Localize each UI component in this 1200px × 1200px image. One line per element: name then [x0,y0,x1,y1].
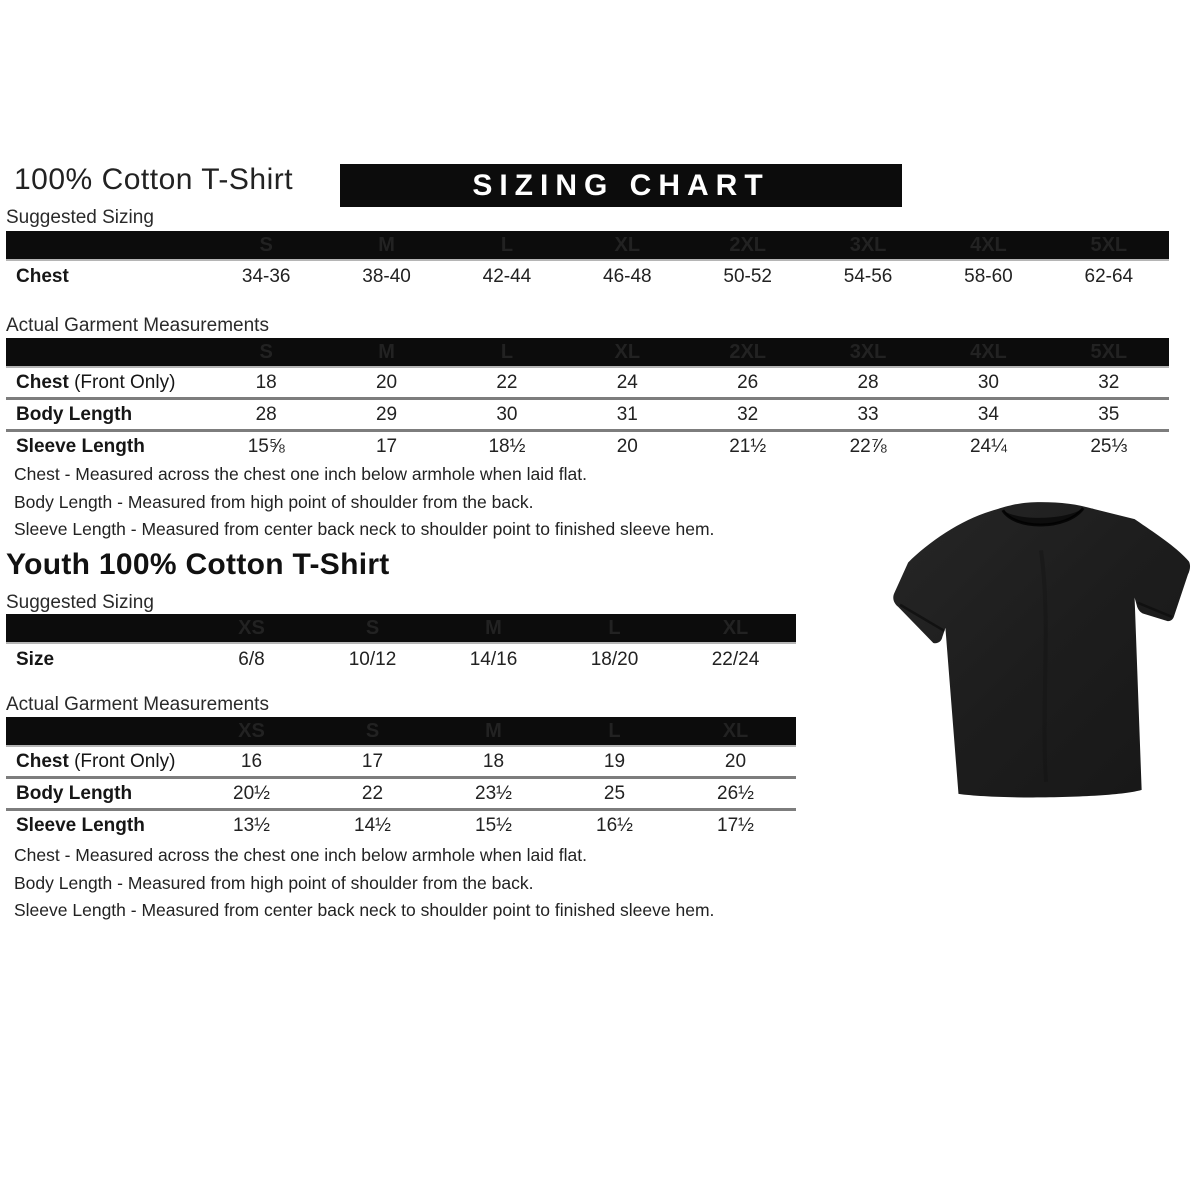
column-header: M [485,719,502,742]
youth-actual-label: Actual Garment Measurements [6,694,269,715]
value-cell: 22⅞ [849,435,887,457]
column-header: 2XL [729,340,767,363]
column-header: M [485,616,502,639]
value-cell: 20 [724,750,747,772]
value-cell: 28 [255,403,277,425]
column-header: XS [238,719,265,742]
value-cell: 25⅓ [1090,435,1128,457]
table-row [6,397,1169,429]
value-cell: 54-56 [843,266,893,287]
value-cell: 14½ [354,814,391,836]
value-cell: 19 [603,750,626,772]
youth-notes [14,842,714,925]
row-label: Chest (Front Only) [16,750,176,772]
column-header: 2XL [729,233,767,256]
column-header: S [365,616,380,639]
column-header: XL [614,233,641,256]
table-header-row [6,338,1169,368]
note-chest: Chest - Measured across the chest one inch below armhole when laid flat. [14,845,587,865]
value-cell: 16 [240,750,263,772]
column-header: 4XL [970,340,1007,363]
youth-title: Youth 100% Cotton T-Shirt [6,548,390,581]
table-row [6,644,796,676]
note-chest: Chest - Measured across the chest one inch below armhole when laid flat. [14,464,587,484]
column-header: XL [722,719,749,742]
value-cell: 46-48 [603,266,652,287]
value-cell: 17 [361,750,384,772]
value-cell: 17½ [717,814,754,836]
value-cell: 30 [977,371,999,393]
value-cell: 34-36 [241,266,291,287]
value-cell: 32 [737,403,759,425]
row-label: Sleeve Length [16,814,145,836]
column-header: L [608,616,621,639]
column-header: 5XL [1090,233,1128,256]
adult-suggested-table [6,231,1169,293]
column-header: 3XL [849,340,887,363]
table-row [6,776,796,808]
column-header: 4XL [970,233,1007,256]
column-header: S [259,233,273,256]
value-cell: 23½ [475,782,512,804]
column-header: XL [614,340,641,363]
column-header: L [500,340,514,363]
value-cell: 26½ [717,782,754,804]
note-sleeve-length: Sleeve Length - Measured from center back neck to shoulder point to finished sleeve hem. [14,900,715,920]
table-row [6,808,796,840]
column-header: M [378,233,395,256]
value-cell: 42-44 [482,266,532,287]
youth-suggested-table [6,614,796,676]
adult-notes [14,461,714,544]
value-cell: 16½ [596,814,633,836]
value-cell: 33 [857,403,879,425]
value-cell: 35 [1098,403,1120,425]
value-cell: 30 [496,403,518,425]
column-header: 5XL [1090,340,1128,363]
column-header: L [608,719,621,742]
column-header: XS [238,616,265,639]
value-cell: 17 [375,435,398,457]
value-cell: 38-40 [362,266,411,287]
row-label: Chest (Front Only) [16,371,176,393]
table-header-row [6,614,796,644]
value-cell: 31 [616,403,638,425]
table-header-row [6,231,1169,261]
value-cell: 25 [603,782,626,804]
tshirt-image [890,490,1192,804]
value-cell: 15½ [475,814,512,836]
note-body-length: Body Length - Measured from high point of shoulder from the back. [14,872,534,893]
sizing-chart-banner: SIZING CHART [340,164,902,207]
table-header-row [6,717,796,747]
column-header: S [365,719,380,742]
value-cell: 28 [857,371,879,393]
value-cell: 15⅝ [247,435,285,457]
adult-actual-label: Actual Garment Measurements [6,315,269,336]
value-cell: 24 [616,371,638,393]
value-cell: 34 [977,403,999,425]
row-label: Body Length [16,782,133,804]
row-label: Chest [16,266,69,287]
value-cell: 62-64 [1084,266,1134,287]
row-label: Size [16,649,55,670]
row-label: Body Length [16,403,133,425]
value-cell: 58-60 [964,266,1013,287]
black-tshirt-graphic [890,490,1192,804]
value-cell: 18/20 [590,649,639,670]
value-cell: 20½ [233,782,270,804]
value-cell: 18 [482,750,505,772]
value-cell: 26 [737,371,759,393]
note-sleeve-length: Sleeve Length - Measured from center back neck to shoulder point to finished sleeve hem. [14,519,715,539]
table-row [6,261,1169,293]
value-cell: 21½ [729,435,767,457]
table-row [6,368,1169,397]
value-cell: 32 [1098,371,1120,393]
value-cell: 50-52 [723,266,772,287]
note-body-length: Body Length - Measured from high point of shoulder from the back. [14,491,534,512]
column-header: XL [722,616,749,639]
column-header: 3XL [849,233,887,256]
value-cell: 20 [616,435,638,457]
value-cell: 6/8 [238,649,265,670]
adult-actual-table [6,338,1169,461]
adult-suggested-label: Suggested Sizing [6,207,154,228]
column-header: M [378,340,395,363]
value-cell: 20 [375,371,398,393]
row-label: Sleeve Length [16,435,145,457]
value-cell: 14/16 [469,649,518,670]
value-cell: 29 [375,403,398,425]
youth-suggested-label: Suggested Sizing [6,592,154,613]
value-cell: 24¼ [969,435,1007,457]
column-header: S [259,340,273,363]
youth-actual-table [6,717,796,840]
value-cell: 22 [496,371,518,393]
value-cell: 13½ [233,814,270,836]
column-header: L [500,233,514,256]
value-cell: 18½ [488,435,526,457]
value-cell: 22 [361,782,384,804]
table-row [6,747,796,776]
value-cell: 22/24 [711,649,760,670]
adult-title: 100% Cotton T-Shirt [14,163,294,196]
value-cell: 18 [255,371,277,393]
value-cell: 10/12 [348,649,397,670]
table-row [6,429,1169,461]
